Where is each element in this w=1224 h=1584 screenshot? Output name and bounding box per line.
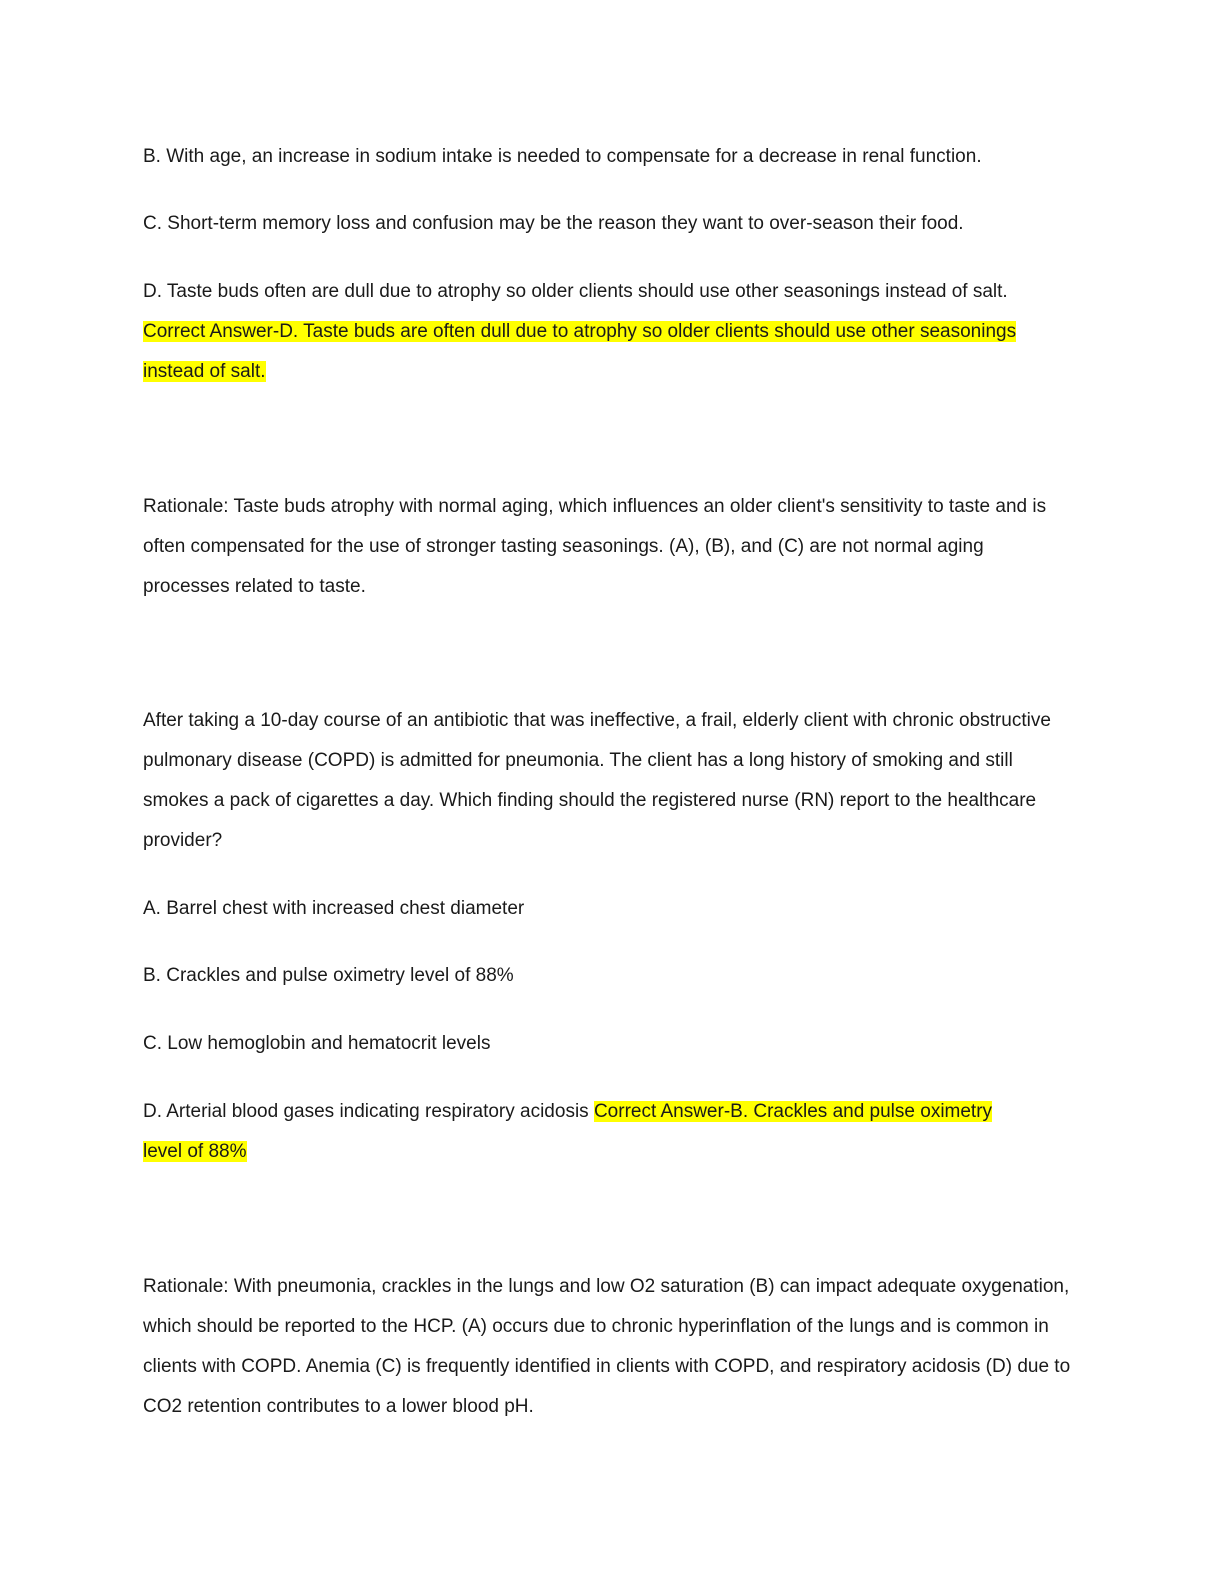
- q2-option-d: D. Arterial blood gases indicating respiratory acidosis: [143, 1101, 589, 1122]
- q1-option-b: B. With age, an increase in sodium intake is needed to compensate for a decrease in renal function.: [143, 146, 982, 167]
- q1-option-c: C. Short-term memory loss and confusion may be the reason they want to over-season their food.: [143, 213, 964, 234]
- q1-rationale: Rationale: Taste buds atrophy with normal aging, which influences an older client's sensitivity to taste and is often compensated for the use of stronger tasting seasonings. (A), (B), and (C) are not normal aging processes related to taste.: [143, 496, 1047, 597]
- q2-option-a: A. Barrel chest with increased chest diameter: [143, 898, 525, 919]
- q1-correct-answer-line1: Correct Answer-D. Taste buds are often dull due to atrophy so older clients should use other seasonings: [143, 321, 1017, 342]
- q1-option-d: D. Taste buds often are dull due to atrophy so older clients should use other seasonings instead of salt.: [143, 281, 1008, 302]
- q2-question: After taking a 10-day course of an antibiotic that was ineffective, a frail, elderly client with chronic obstructive pulmonary disease (COPD) is admitted for pneumonia. The client has a long history of smoking and still smokes a pack of cigarettes a day. Which finding should the registered nurse (RN) report to the healthcare provider?: [143, 710, 1051, 851]
- q2-rationale: Rationale: With pneumonia, crackles in the lungs and low O2 saturation (B) can impact adequate oxygenation, which should be reported to the HCP. (A) occurs due to chronic hyperinflation of the lungs and is common in clients with COPD. Anemia (C) is frequently identified in clients with COPD, and respiratory acidosis (D) due to CO2 retention contributes to a lower blood pH.: [143, 1276, 1071, 1417]
- q2-option-b: B. Crackles and pulse oximetry level of 88%: [143, 965, 514, 986]
- q2-correct-answer-line1: Correct Answer-B. Crackles and pulse oximetry: [593, 1101, 993, 1122]
- q1-option-d-block: [143, 272, 1073, 392]
- q2-option-c: C. Low hemoglobin and hematocrit levels: [143, 1033, 491, 1054]
- q2-correct-answer-line2: level of 88%: [143, 1141, 247, 1162]
- q1-correct-answer-line2: instead of salt.: [143, 361, 266, 382]
- q2-option-d-block: [143, 1092, 1073, 1172]
